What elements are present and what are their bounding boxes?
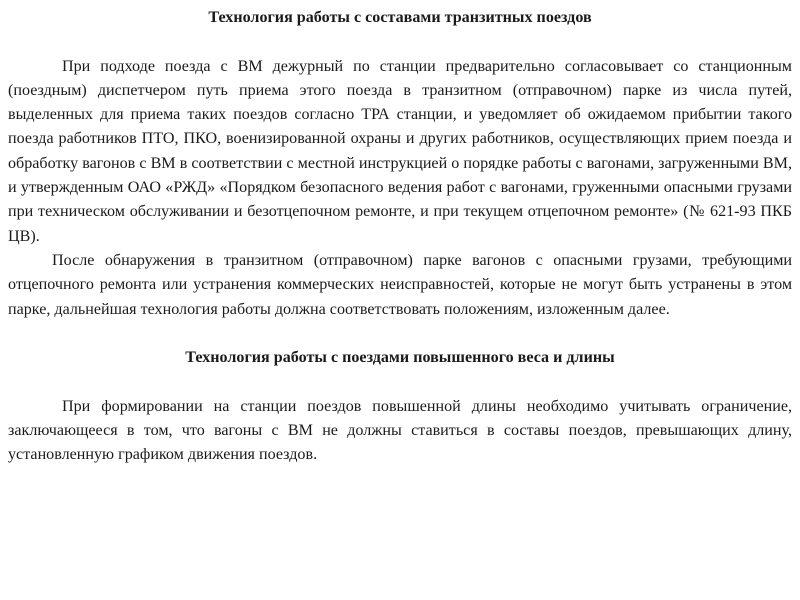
spacer bbox=[8, 322, 792, 346]
spacer bbox=[8, 370, 792, 394]
section-title-transit-trains: Технология работы с составами транзитных поездов bbox=[208, 9, 592, 26]
spacer bbox=[8, 30, 792, 54]
paragraph-heavy-trains: При формировании на станции поездов повышенной длины необходимо учитывать ограничение, заключающееся в том, что вагоны с ВМ не должны ставиться в составы поездов, превышающих длину, установленную графиком движения поездов. bbox=[8, 397, 792, 464]
paragraph-transit-arrival: При подходе поезда с ВМ дежурный по станции предварительно согласовывает со станционным (поездным) диспетчером путь приема этого поезда в транзитном (отправочном) парке из числа путей, выделенных для приема таких поездов согласно ТРА станции, и уведомляет об ожидаемом прибытии такого поезда работников ПТО, ПКО, военизированной охраны и других работников, осуществляющих прием поезда и обработку вагонов с ВМ в соответствии с местной инструкцией о порядке работы с вагонами, загруженными ВМ, и утвержденным ОАО «РЖД» «Порядком безопасного ведения работ с вагонами, груженными опасными грузами при техническом обслуживании и безотцепочном ремонте, и при текущем отцепочном ремонте» (№ 621-93 ПКБ ЦВ). bbox=[8, 57, 792, 245]
paragraph-transit-defects: После обнаружения в транзитном (отправочном) парке вагонов с опасными грузами, требующими отцепочного ремонта или устранения коммерческих неисправностей, которые не могут быть устранены в этом парке, дальнейшая технология работы должна соответствовать положениям, изложенным далее. bbox=[8, 251, 792, 318]
section-title-heavy-trains: Технология работы с поездами повышенного веса и длины bbox=[185, 349, 615, 367]
